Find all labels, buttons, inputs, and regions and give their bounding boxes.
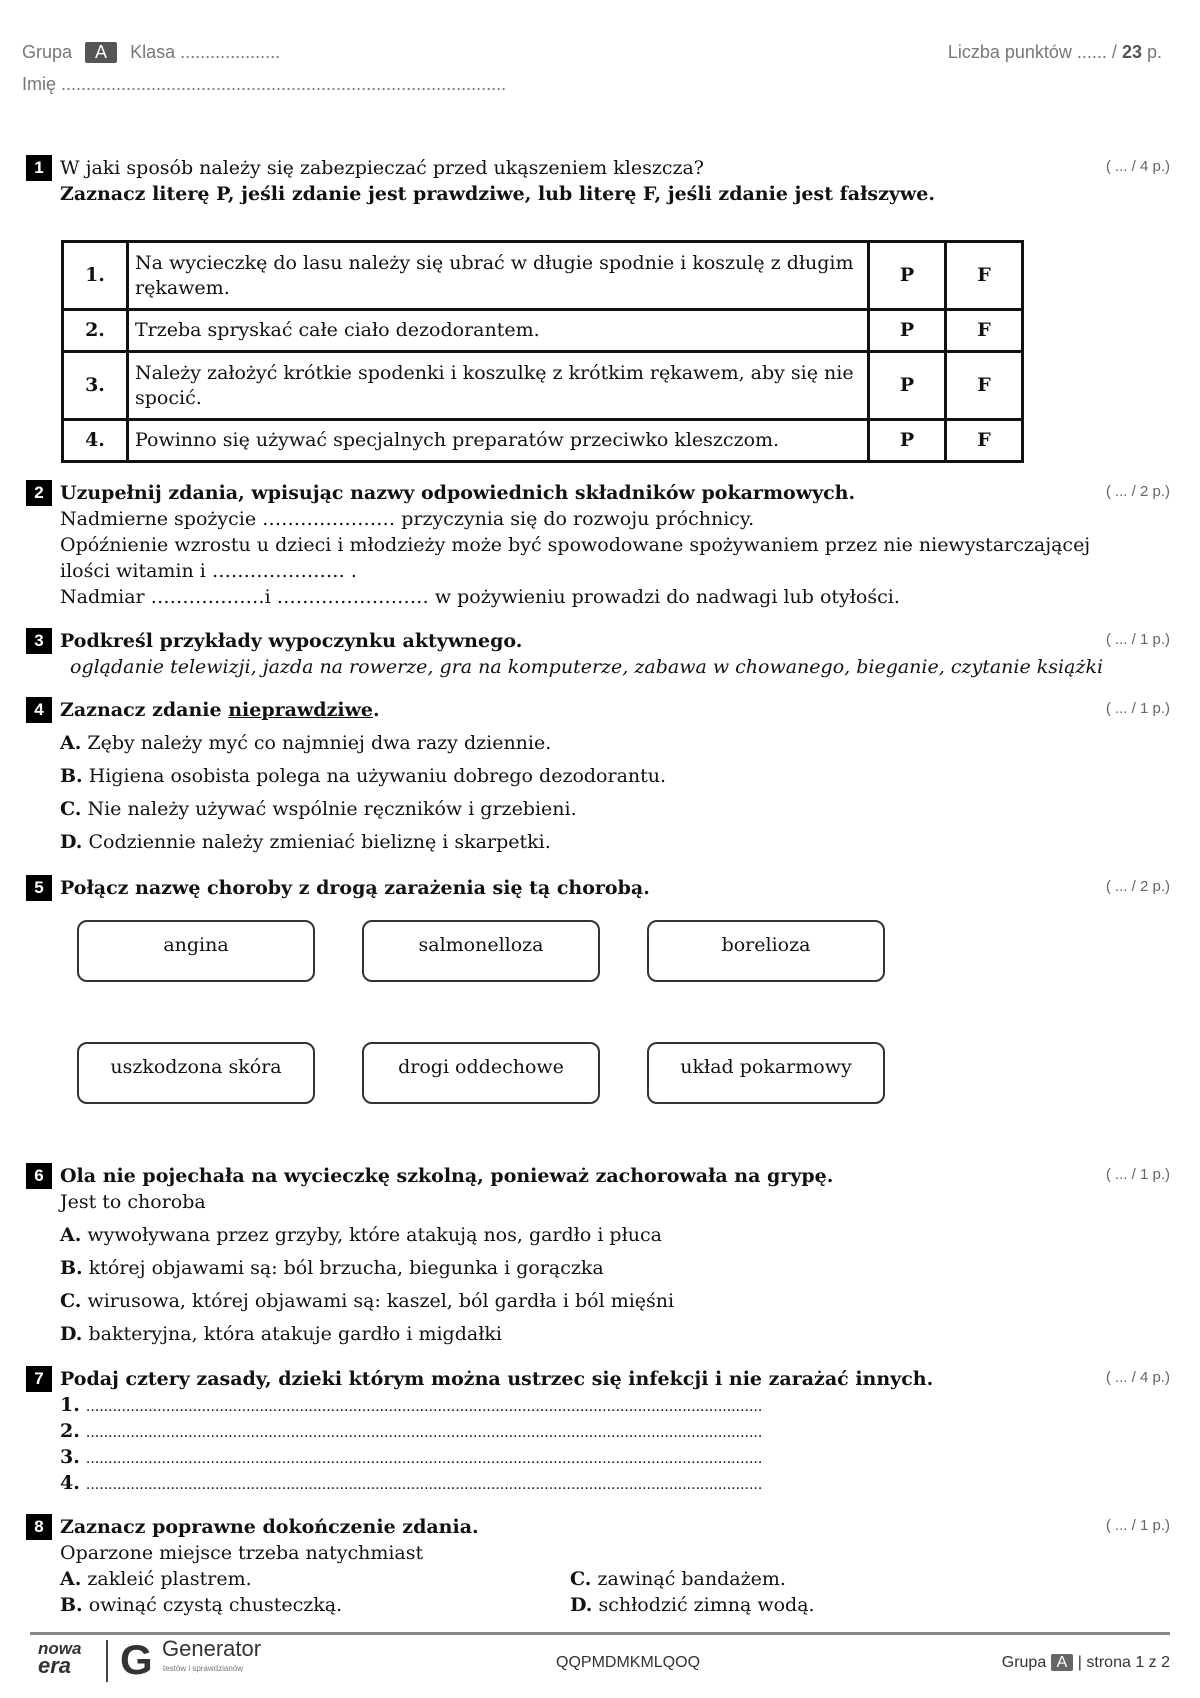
logo-top: nowa [38, 1639, 82, 1658]
option-letter: A. [60, 732, 82, 754]
route-box[interactable]: uszkodzona skóra [77, 1042, 315, 1104]
question-4-text [60, 697, 380, 723]
option-text: wywoływana przez grzyby, które atakują nos, gardło i płuca [87, 1224, 662, 1246]
fill-in-line[interactable]: ilości witamin i ………………… . [60, 560, 357, 582]
disease-box[interactable]: salmonelloza [362, 920, 600, 982]
activity-examples[interactable]: oglądanie telewizji, jazda na rowerze, gra na komputerze, zabawa w chowanego, bieganie, czytanie książki [70, 656, 1104, 678]
answer-dots: ........................................................................................................................................................ [85, 1399, 763, 1415]
question-7-points: ( ... / 4 p.) [1105, 1369, 1170, 1386]
table-row [63, 310, 1023, 352]
footer-group-label: Grupa [1001, 1654, 1047, 1671]
question-1-instruction: Zaznacz literę P, jeśli zdanie jest prawdziwe, lub literę F, jeśli zdanie jest fałszywe. [60, 183, 935, 205]
question-number-6: 6 [26, 1163, 52, 1189]
answer-option[interactable] [60, 1592, 342, 1618]
row-number: 2. [63, 310, 128, 352]
question-number-4: 4 [26, 697, 52, 723]
statement-text: Należy założyć krótkie spodenki i koszulkę z krótkim rękawem, aby się nie spocić. [128, 352, 869, 420]
false-option[interactable]: F [946, 242, 1023, 310]
question-5-points: ( ... / 2 p.) [1105, 878, 1170, 895]
true-option[interactable]: P [869, 242, 946, 310]
line-number: 3. [60, 1446, 80, 1468]
logo-separator [106, 1640, 108, 1682]
question-3-text: Podkreśl przykłady wypoczynku aktywnego. [60, 630, 523, 652]
answer-option[interactable] [60, 829, 551, 855]
route-box[interactable]: układ pokarmowy [647, 1042, 885, 1104]
statement-text: Powinno się używać specjalnych preparatów przeciwko kleszczom. [128, 420, 869, 462]
disease-box[interactable]: angina [77, 920, 315, 982]
answer-line[interactable] [60, 1444, 762, 1472]
option-text: schłodzić zimną wodą. [598, 1594, 815, 1616]
fill-in-line: Opóźnienie wzrostu u dzieci i młodzieży może być spowodowane spożywaniem przez nie niewystarczającej [60, 534, 1091, 556]
fill-in-line[interactable]: Nadmiar ………………i …………………… w pożywieniu prowadzi do nadwagi lub otyłości. [60, 586, 900, 608]
false-option[interactable]: F [946, 352, 1023, 420]
fill-in-line[interactable]: Nadmierne spożycie ………………… przyczynia się do rozwoju próchnicy. [60, 508, 755, 530]
option-text: Nie należy używać wspólnie ręczników i grzebieni. [87, 798, 577, 820]
question-5-text: Połącz nazwę choroby z drogą zarażenia się tą chorobą. [60, 877, 650, 899]
question-number-7: 7 [26, 1366, 52, 1392]
header-group-line [22, 42, 280, 63]
option-text: wirusowa, której objawami są: kaszel, ból gardła i ból mięśni [87, 1290, 675, 1312]
question-3-points: ( ... / 1 p.) [1105, 631, 1170, 648]
question-6-text: Ola nie pojechała na wycieczkę szkolną, ponieważ zachorowała na grypę. [60, 1165, 834, 1187]
question-2-points: ( ... / 2 p.) [1105, 483, 1170, 500]
footer-page-info [1002, 1654, 1170, 1672]
document-code: QQPMDMKMLQOQ [556, 1654, 701, 1671]
answer-dots: ........................................................................................................................................................ [85, 1425, 763, 1441]
table-row [63, 242, 1023, 310]
points-summary [948, 42, 1162, 63]
answer-option[interactable] [570, 1592, 815, 1618]
question-number-8: 8 [26, 1514, 52, 1540]
question-8-points: ( ... / 1 p.) [1105, 1517, 1170, 1534]
question-4-underlined: nieprawdziwe [228, 699, 374, 721]
false-option[interactable]: F [946, 420, 1023, 462]
generator-logo-name: Generator [162, 1636, 262, 1661]
answer-option[interactable] [60, 1288, 674, 1314]
answer-option[interactable] [60, 730, 551, 756]
route-box[interactable]: drogi oddechowe [362, 1042, 600, 1104]
footer-divider [30, 1632, 1170, 1635]
page-number: | strona 1 z 2 [1077, 1654, 1170, 1671]
footer-group-badge: A [1051, 1654, 1074, 1671]
question-number-5: 5 [26, 875, 52, 901]
true-false-table [61, 240, 1024, 463]
answer-option[interactable] [60, 796, 577, 822]
option-text: Higiena osobista polega na używaniu dobrego dezodorantu. [88, 765, 667, 787]
option-letter: D. [60, 1323, 83, 1345]
generator-logo-tagline: testów i sprawdzianów [163, 1664, 244, 1673]
option-letter: D. [60, 831, 83, 853]
disease-box[interactable]: borelioza [647, 920, 885, 982]
option-letter: B. [60, 1257, 83, 1279]
answer-dots: ........................................................................................................................................................ [85, 1477, 763, 1493]
name-field[interactable]: Imię ......................................................................................... [22, 74, 507, 94]
question-7-text: Podaj cztery zasady, dzieki którym można ustrzec się infekcji i nie zarażać innych. [60, 1368, 934, 1390]
option-letter: A. [60, 1568, 82, 1590]
false-option[interactable]: F [946, 310, 1023, 352]
line-number: 2. [60, 1420, 80, 1442]
option-letter: B. [60, 1594, 83, 1616]
option-letter: C. [60, 798, 82, 820]
true-option[interactable]: P [869, 310, 946, 352]
option-text: Zęby należy myć co najmniej dwa razy dziennie. [87, 732, 552, 754]
answer-option[interactable] [60, 763, 666, 789]
logo-bottom: era [38, 1653, 72, 1678]
generator-g-icon: G [120, 1636, 153, 1683]
option-text: Codziennie należy zmieniać bieliznę i skarpetki. [88, 831, 551, 853]
answer-line[interactable] [60, 1392, 762, 1420]
group-badge: A [85, 42, 117, 63]
question-number-3: 3 [26, 628, 52, 654]
option-text: której objawami są: ból brzucha, biegunka i gorączka [88, 1257, 604, 1279]
option-letter: A. [60, 1224, 82, 1246]
row-number: 3. [63, 352, 128, 420]
true-option[interactable]: P [869, 420, 946, 462]
question-number-2: 2 [26, 480, 52, 506]
line-number: 1. [60, 1394, 80, 1416]
question-6-points: ( ... / 1 p.) [1105, 1166, 1170, 1183]
question-6-sub: Jest to choroba [60, 1191, 206, 1213]
question-1-points: ( ... / 4 p.) [1105, 158, 1170, 175]
table-row [63, 352, 1023, 420]
points-total: 23 [1121, 42, 1142, 62]
answer-option[interactable] [60, 1222, 662, 1248]
nowa-era-logo [38, 1639, 98, 1678]
question-number-1: 1 [26, 155, 52, 181]
option-text: zakleić plastrem. [87, 1568, 252, 1590]
true-option[interactable]: P [869, 352, 946, 420]
answer-dots: ........................................................................................................................................................ [85, 1451, 763, 1467]
question-8-sub: Oparzone miejsce trzeba natychmiast [60, 1542, 424, 1564]
statement-text: Na wycieczkę do lasu należy się ubrać w długie spodnie i koszulę z długim rękawem. [128, 242, 869, 310]
option-letter: C. [60, 1290, 82, 1312]
question-4-prefix: Zaznacz zdanie [60, 699, 229, 721]
option-letter: B. [60, 765, 83, 787]
option-text: bakteryjna, która atakuje gardło i migdałki [88, 1323, 502, 1345]
question-4-points: ( ... / 1 p.) [1105, 700, 1170, 717]
option-text: owinąć czystą chusteczką. [88, 1594, 343, 1616]
answer-line[interactable] [60, 1418, 762, 1446]
option-text: zawinąć bandażem. [597, 1568, 786, 1590]
group-label: Grupa [22, 42, 73, 62]
answer-option[interactable] [570, 1566, 786, 1592]
answer-line[interactable] [60, 1470, 762, 1498]
option-letter: D. [570, 1594, 593, 1616]
answer-option[interactable] [60, 1566, 252, 1592]
table-row [63, 420, 1023, 462]
line-number: 4. [60, 1472, 80, 1494]
question-8-text: Zaznacz poprawne dokończenie zdania. [60, 1516, 479, 1538]
class-field[interactable]: Klasa .................... [130, 42, 281, 62]
answer-option[interactable] [60, 1255, 604, 1281]
points-unit: p. [1146, 42, 1162, 62]
question-2-text: Uzupełnij zdania, wpisując nazwy odpowiednich składników pokarmowych. [60, 482, 856, 504]
question-4-suffix: . [373, 699, 380, 721]
row-number: 4. [63, 420, 128, 462]
question-1-text: W jaki sposób należy się zabezpieczać przed ukąszeniem kleszcza? [60, 157, 704, 179]
points-label: Liczba punktów ...... / [947, 42, 1117, 62]
answer-option[interactable] [60, 1321, 502, 1347]
row-number: 1. [63, 242, 128, 310]
statement-text: Trzeba spryskać całe ciało dezodorantem. [128, 310, 869, 352]
option-letter: C. [570, 1568, 592, 1590]
